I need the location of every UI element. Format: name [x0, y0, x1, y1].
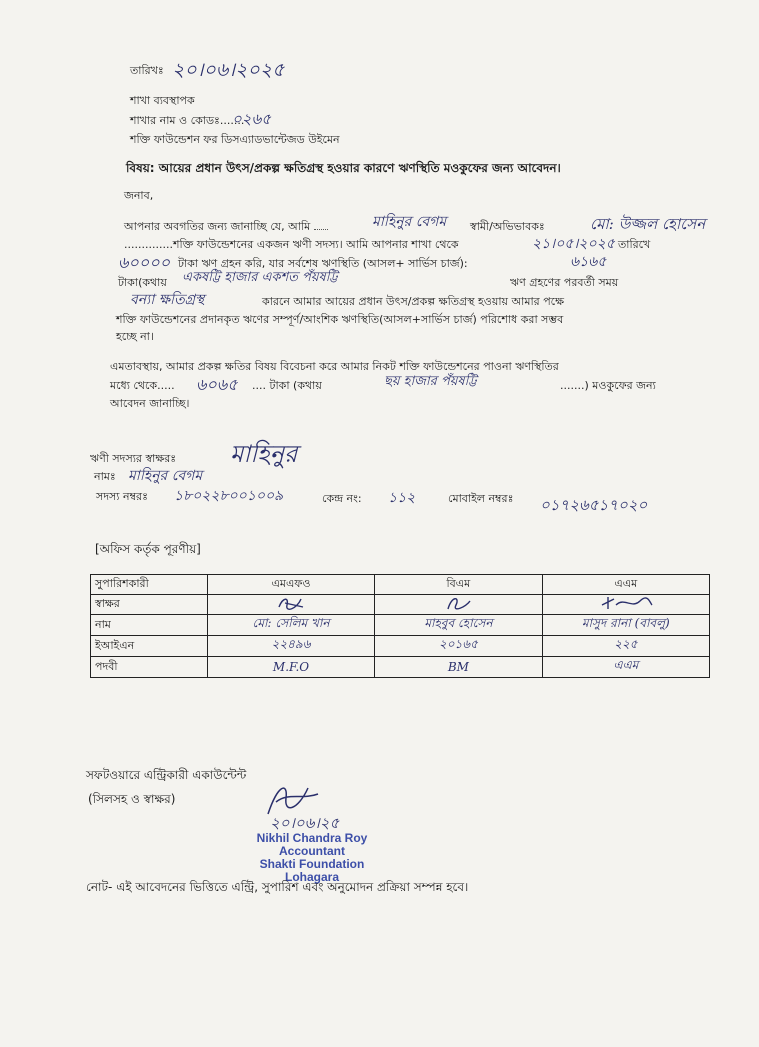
office-heading: [অফিস কর্তৃক পূরণীয়] [95, 542, 201, 556]
request-line-2c: .......) মওকুফের জন্য [560, 379, 656, 392]
row-label: পদবী [91, 657, 208, 678]
table-header: এমএফও [207, 575, 374, 595]
body-line-2: ..............শক্তি ফাউন্ডেশনের একজন ঋণী সদস্য। আমি আপনার শাখা থেকে [124, 238, 459, 251]
recipient-line: শাখা ব্যবস্থাপক [130, 94, 195, 107]
bm-ein: ২০১৬৫ [438, 637, 478, 651]
mobile-label: মোবাইল নম্বরঃ [448, 492, 514, 505]
table-row [91, 657, 710, 678]
center-label: কেন্দ্র নং: [322, 492, 362, 505]
branch-code: ০২৬৫ [232, 110, 271, 128]
table-row [91, 595, 710, 615]
row-label: নাম [91, 615, 208, 636]
body-line-6: শক্তি ফাউন্ডেশনের প্রদানকৃত ঋণের সম্পূর্ণ/আংশিক ঋণস্থিতি(আসল+সার্ভিস চার্জ) পরিশোধ করা সম্ভব [116, 313, 564, 326]
am-name: মাসুদ রানা (বাবলু) [581, 616, 670, 630]
accountant-stamp [232, 832, 392, 884]
seal-line: (সিলসহ ও স্বাক্ষর) [88, 792, 176, 806]
mfo-ein: ২২৪৯৬ [271, 637, 311, 651]
stamp-org: Shakti Foundation [259, 857, 365, 871]
balance-handwritten: ৬১৬৫ [570, 254, 607, 270]
date-suffix: তারিখে [618, 238, 651, 251]
waiver-words-handwritten: ছয় হাজার পঁয়ষট্টি [384, 374, 477, 389]
table-header: সুপারিশকারী [91, 575, 208, 595]
date-value: ২০।০৬।২০২৫ [172, 59, 285, 81]
note-line: নোট- এই আবেদনের ভিত্তিতে এন্ট্রি, সুপারিশ এবং অনুমোদন প্রক্রিয়া সম্পন্ন হবে। [86, 880, 469, 894]
bm-designation: BM [447, 660, 469, 674]
mobile-value: ০১৭২৬৫১৭০২০ [540, 496, 648, 514]
bm-signature-cell [375, 595, 542, 615]
branch-label: শাখার নাম ও কোডঃ....... [130, 114, 245, 127]
loan-date-handwritten: ২১।০৫।২০২৫ [532, 236, 615, 252]
am-signature-cell [542, 595, 709, 615]
table-row [91, 636, 710, 657]
stamp-name: Nikhil Chandra Roy [256, 831, 368, 845]
member-number-value: ১৮০২২৮০০১০০৯ [174, 488, 284, 504]
member-signature: মাহিনুর [230, 440, 298, 468]
am-ein: ২২৫ [614, 637, 638, 651]
body-line-7: হচ্ছে না। [116, 330, 154, 343]
request-line-1: এমতাবস্থায়, আমার প্রকল্প ক্ষতির বিষয় বিবেচনা করে আমার নিকট শক্তি ফাউন্ডেশনের পাওনা ঋণস্থিতির [110, 360, 559, 373]
waiver-amount-handwritten: ৬০৬৫ [196, 375, 238, 394]
table-row [91, 615, 710, 636]
mfo-designation: M.F.O [272, 660, 310, 674]
am-designation: এএম [613, 658, 639, 672]
member-name-label: নামঃ [94, 470, 116, 483]
body-line-3: টাকা ঋণ গ্রহন করি, যার সর্বশেষ ঋণস্থিতি (আসল+ সার্ভিস চার্জ): [178, 257, 468, 270]
accountant-sign-date: ২০।০৬।২৫ [270, 814, 340, 832]
member-name-value: মাহিনুর বেগম [128, 468, 203, 484]
request-line-2b: .... টাকা (কথায় [252, 379, 322, 392]
row-label: স্বাক্ষর [91, 595, 208, 615]
organization-line: শক্তি ফাউন্ডেশন ফর ডিসএ্যাডভান্টেজড উইমেন [130, 133, 340, 146]
balance-words-handwritten: একষট্টি হাজার একশত পঁয়ষট্টি [182, 270, 338, 285]
row-label: ইআইএন [91, 636, 208, 657]
request-line-3: আবেদন জানাচ্ছি। [110, 397, 190, 410]
member-sign-label: ঋণী সদস্যর স্বাক্ষরঃ [90, 452, 177, 465]
loan-amount-handwritten: ৬০০০০ [118, 253, 171, 272]
salutation: জনাব, [124, 189, 154, 202]
mfo-name: মো: সেলিম খান [252, 616, 330, 630]
subject-line: বিষয়: আয়ের প্রধান উৎস/প্রকল্প ক্ষতিগ্রস্থ হওয়ার কারণে ঋণস্থিতি মওকুফের জন্য আবেদন। [126, 161, 561, 175]
table-header: এএম [542, 575, 709, 595]
body-line-5: কারনে আমার আয়ের প্রধান উৎস/প্রকল্প ক্ষতিগ্রস্থ হওয়ায় আমার পক্ষে [262, 295, 565, 308]
request-line-2a: মধ্যে থেকে..... [110, 379, 175, 392]
member-name-handwritten: মাহিনুর বেগম [372, 214, 447, 230]
body-line-4b: ঋণ গ্রহণের পরবর্তী সময় [510, 276, 619, 289]
date-label: তারিখঃ [130, 64, 164, 77]
body-text: আপনার অবগতির জন্য জানাচ্ছি যে, আমি [124, 220, 311, 233]
mfo-signature-cell [207, 595, 374, 615]
signature-mark [438, 595, 478, 611]
guardian-handwritten: মো: উজ্জল হোসেন [590, 215, 706, 233]
office-table [90, 574, 710, 678]
center-value: ১১২ [388, 490, 416, 506]
table-row [91, 575, 710, 595]
signature-mark [596, 595, 656, 611]
bm-name: মাহবুব হোসেন [424, 616, 493, 630]
body-line-4: টাকা(কথায় [118, 276, 167, 289]
cause-handwritten: বন্যা ক্ষতিগ্রস্থ [130, 292, 205, 308]
table-header: বিএম [375, 575, 542, 595]
body-line-1 [124, 218, 328, 235]
accountant-line: সফটওয়ারে এন্ট্রিকারী একাউন্টেন্ট [86, 768, 247, 782]
guardian-label: স্বামী/অভিভাবকঃ [470, 220, 545, 233]
stamp-location: Lohagara [284, 870, 339, 884]
member-number-label: সদস্য নম্বরঃ [96, 490, 148, 503]
signature-mark [271, 595, 311, 611]
stamp-title: Accountant [279, 844, 345, 858]
